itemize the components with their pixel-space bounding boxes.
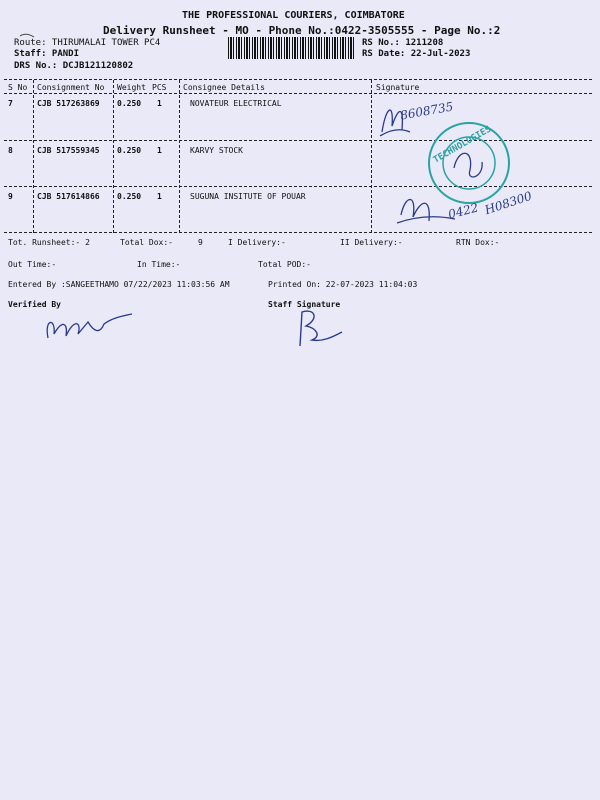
company-title: THE PROFESSIONAL COURIERS, COIMBATORE <box>182 10 405 21</box>
handwritten-phone: 8608735 <box>399 99 455 123</box>
row-sno: 9 <box>8 192 13 201</box>
row-consignee: SUGUNA INSITUTE OF POUAR <box>190 192 306 201</box>
rs-number: RS No.: 1211208 <box>362 38 444 48</box>
header-top-rule <box>4 79 592 80</box>
col-weight: Weight <box>117 83 146 92</box>
handwritten-note-3: H08300 <box>483 188 534 218</box>
verified-signature <box>42 308 142 348</box>
col-consignment: Consignment No <box>37 83 105 92</box>
table-bottom-rule <box>4 232 592 233</box>
printed-on: Printed On: 22-07-2023 11:04:03 <box>268 280 418 289</box>
staff-label: Staff: PANDI <box>14 49 80 59</box>
row-pcs: 1 <box>157 99 162 108</box>
out-time: Out Time:- <box>8 260 57 269</box>
row-pcs: 1 <box>157 146 162 155</box>
total-dox-value: 9 <box>198 238 203 247</box>
col-divider <box>113 80 114 233</box>
row-weight: 0.250 <box>117 99 142 108</box>
verified-by: Verified By <box>8 300 61 309</box>
i-delivery: I Delivery:- <box>228 238 286 247</box>
row-consignee: NOVATEUR ELECTRICAL <box>190 99 282 108</box>
rs-date: RS Date: 22-Jul-2023 <box>362 49 471 59</box>
row-consignment: CJB 517614866 <box>37 192 100 201</box>
row-consignee: KARVY STOCK <box>190 146 243 155</box>
col-divider <box>33 80 34 233</box>
row-sno: 7 <box>8 99 13 108</box>
col-pcs: PCS <box>152 83 167 92</box>
handwritten-note-2: 0422 <box>446 200 480 222</box>
total-pod: Total POD:- <box>258 260 311 269</box>
row-pcs: 1 <box>157 192 162 201</box>
stamp-text: TECHNOLOGIES <box>431 124 494 166</box>
entered-by: Entered By :SANGEETHAMO 07/22/2023 11:03:56 AM <box>8 280 230 289</box>
staff-signature-label: Staff Signature <box>268 300 341 309</box>
barcode <box>228 37 355 59</box>
staff-signature <box>290 306 350 351</box>
ii-delivery: II Delivery:- <box>340 238 403 247</box>
route-label: Route: THIRUMALAI TOWER PC4 <box>14 38 161 48</box>
pen-mark <box>18 32 38 40</box>
total-dox-label: Total Dox:- <box>120 238 173 247</box>
row-sno: 8 <box>8 146 13 155</box>
col-divider <box>179 80 180 233</box>
total-runsheet: Tot. Runsheet:- 2 <box>8 238 90 247</box>
col-signature: Signature <box>376 83 420 92</box>
col-divider <box>371 80 372 233</box>
row-consignment: CJB 517263869 <box>37 99 100 108</box>
col-consignee: Consignee Details <box>183 83 265 92</box>
drs-number: DRS No.: DCJB121120802 <box>14 61 134 71</box>
row-consignment: CJB 517559345 <box>37 146 100 155</box>
runsheet-title: Delivery Runsheet - MO - Phone No.:0422-3505555 - Page No.:2 <box>103 24 501 37</box>
row-weight: 0.250 <box>117 192 142 201</box>
row-weight: 0.250 <box>117 146 142 155</box>
col-sno: S No <box>8 83 28 92</box>
rtn-dox: RTN Dox:- <box>456 238 500 247</box>
in-time: In Time:- <box>137 260 181 269</box>
header-bottom-rule <box>4 93 592 94</box>
